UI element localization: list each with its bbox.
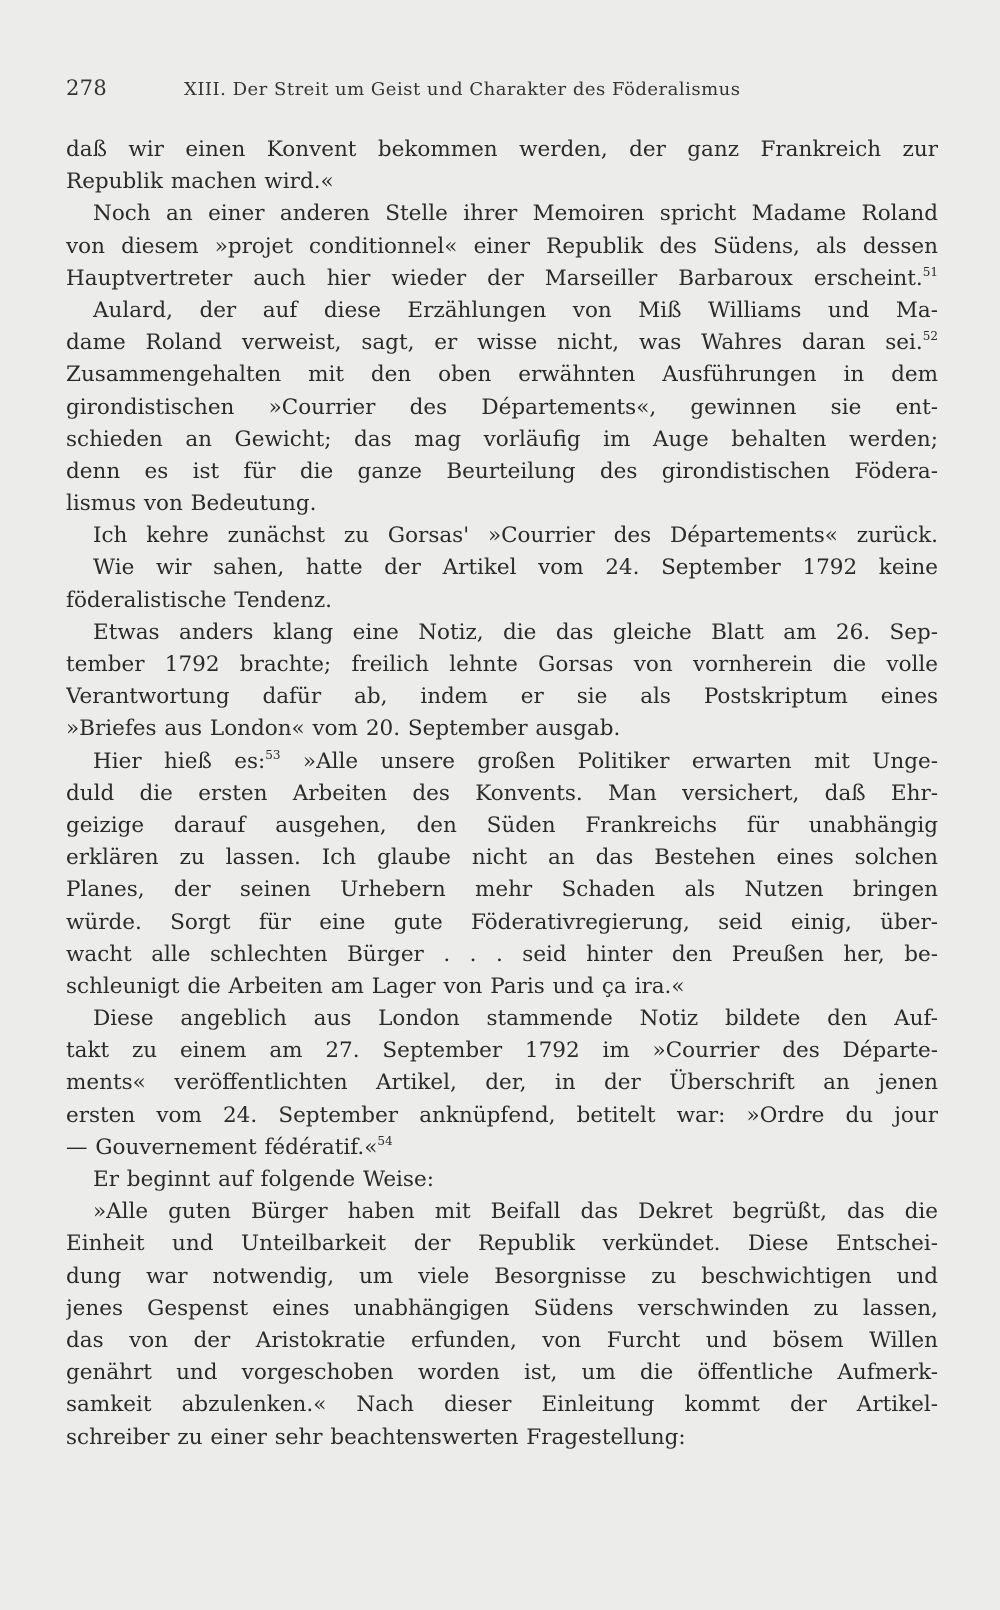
body-text xyxy=(66,134,938,1454)
line-text: »Briefes aus London« vom 20. September ausgab. xyxy=(66,716,621,742)
text-line xyxy=(66,1003,938,1035)
line-text: wacht alle schlechten Bürger . . . seid hinter den Preußen her, be- xyxy=(66,941,938,967)
line-text: tember 1792 brachte; freilich lehnte Gorsas von vornherein die volle xyxy=(66,652,938,677)
text-line xyxy=(66,939,938,971)
line-text: Verantwortung dafür ab, indem er sie als Postskriptum eines xyxy=(66,684,938,710)
text-line xyxy=(66,263,938,295)
text-line xyxy=(66,713,938,745)
text-line xyxy=(66,1261,938,1293)
text-line xyxy=(66,649,938,681)
text-line xyxy=(66,778,938,810)
line-text: Zusammengehalten mit den oben erwähnten Ausführungen in dem xyxy=(66,362,938,388)
footnote-marker: 51 xyxy=(922,264,938,279)
text-line xyxy=(66,231,938,263)
text-line xyxy=(66,1228,938,1260)
line-text: Hier hieß es: xyxy=(93,748,266,774)
text-line xyxy=(66,617,938,649)
text-line xyxy=(66,971,938,1003)
line-text: daß wir einen Konvent bekommen werden, der ganz Frankreich zur xyxy=(66,137,938,162)
text-line xyxy=(66,1196,938,1228)
line-text: dame Roland verweist, sagt, er wisse nicht, was Wahres daran sei. xyxy=(66,330,923,356)
line-text: würde. Sorgt für eine gute Föderativregierung, seid einig, über- xyxy=(66,909,938,935)
text-line xyxy=(66,1422,938,1454)
running-title: XIII. Der Streit um Geist und Charakter des Föderalismus xyxy=(184,79,741,100)
line-text: Noch an einer anderen Stelle ihrer Memoiren spricht Madame Roland xyxy=(93,201,938,227)
text-line xyxy=(66,1325,938,1357)
text-line xyxy=(66,166,938,198)
text-line xyxy=(66,488,938,520)
text-line xyxy=(66,1067,938,1099)
text-line xyxy=(66,1357,938,1389)
line-text: Hauptvertreter auch hier wieder der Marseiller Barbaroux erscheint. xyxy=(66,265,923,291)
book-page xyxy=(66,76,938,1454)
line-text: Aulard, der auf diese Erzählungen von Miß Williams und Ma- xyxy=(93,297,938,323)
line-text: erklären zu lassen. Ich glaube nicht an das Bestehen eines solchen xyxy=(66,845,938,871)
text-line xyxy=(66,552,938,584)
text-line xyxy=(66,1389,938,1421)
line-text: Diese angeblich aus London stammende Notiz bildete den Auf- xyxy=(93,1006,938,1032)
text-line xyxy=(66,1035,938,1067)
text-line xyxy=(66,134,938,166)
line-text: föderalistische Tendenz. xyxy=(66,587,333,613)
text-line xyxy=(66,746,938,778)
line-text: ersten vom 24. September anknüpfend, betitelt war: »Ordre du jour xyxy=(66,1102,938,1128)
running-header xyxy=(66,76,938,116)
text-line xyxy=(66,392,938,424)
line-text: takt zu einem am 27. September 1792 im »Courrier des Départe- xyxy=(66,1038,938,1064)
text-line xyxy=(66,810,938,842)
line-text: Einheit und Unteilbarkeit der Republik verkündet. Diese Entschei- xyxy=(66,1231,938,1257)
line-text: Republik machen wird.« xyxy=(66,169,334,195)
line-text: jenes Gespenst eines unabhängigen Südens verschwinden zu lassen, xyxy=(66,1295,938,1321)
text-line xyxy=(66,359,938,391)
page-number: 278 xyxy=(66,76,107,100)
line-text: von diesem »projet conditionnel« einer Republik des Südens, als dessen xyxy=(66,233,938,259)
text-line xyxy=(66,874,938,906)
line-text: girondistischen »Courrier des Départements«, gewinnen sie ent- xyxy=(66,394,938,420)
line-text: duld die ersten Arbeiten des Konvents. Man versichert, daß Ehr- xyxy=(66,780,938,806)
line-text: geizige darauf ausgehen, den Süden Frankreichs für unabhängig xyxy=(66,812,938,838)
line-text: »Alle guten Bürger haben mit Beifall das Dekret begrüßt, das die xyxy=(93,1199,938,1225)
footnote-marker: 53 xyxy=(265,747,281,762)
footnote-marker: 54 xyxy=(377,1133,393,1148)
text-line xyxy=(66,520,938,552)
text-line xyxy=(66,456,938,488)
line-text: schreiber zu einer sehr beachtenswerten Fragestellung: xyxy=(66,1424,686,1450)
text-line xyxy=(66,1132,938,1164)
line-text: denn es ist für die ganze Beurteilung des girondistischen Födera- xyxy=(66,458,938,484)
text-line xyxy=(66,1164,938,1196)
line-text: samkeit abzulenken.« Nach dieser Einleitung kommt der Artikel- xyxy=(66,1392,938,1418)
line-text: »Alle unsere großen Politiker erwarten mit Unge- xyxy=(280,748,938,774)
text-line xyxy=(66,1100,938,1132)
text-line xyxy=(66,424,938,456)
line-text: Etwas anders klang eine Notiz, die das gleiche Blatt am 26. Sep- xyxy=(93,619,938,645)
text-line xyxy=(66,198,938,230)
text-line xyxy=(66,295,938,327)
line-text: Ich kehre zunächst zu Gorsas' »Courrier des Départements« zurück. xyxy=(93,523,938,549)
line-text: Wie wir sahen, hatte der Artikel vom 24. September 1792 keine xyxy=(93,555,938,581)
footnote-marker: 52 xyxy=(922,329,938,344)
text-line xyxy=(66,681,938,713)
text-line xyxy=(66,585,938,617)
line-text: lismus von Bedeutung. xyxy=(66,491,317,517)
line-text: schleunigt die Arbeiten am Lager von Paris und ça ira.« xyxy=(66,973,685,999)
text-line xyxy=(66,842,938,874)
text-line xyxy=(66,907,938,939)
line-text: — Gouvernement fédératif.« xyxy=(66,1134,378,1160)
line-text: das von der Aristokratie erfunden, von Furcht und bösem Willen xyxy=(66,1327,938,1353)
line-text: Planes, der seinen Urhebern mehr Schaden als Nutzen bringen xyxy=(66,877,938,903)
text-line xyxy=(66,327,938,359)
line-text: genährt und vorgeschoben worden ist, um die öffentliche Aufmerk- xyxy=(66,1360,938,1386)
line-text: schieden an Gewicht; das mag vorläufig im Auge behalten werden; xyxy=(66,426,938,452)
text-line xyxy=(66,1293,938,1325)
line-text: ments« veröffentlichten Artikel, der, in der Überschrift an jenen xyxy=(66,1070,938,1096)
line-text: Er beginnt auf folgende Weise: xyxy=(93,1167,434,1192)
line-text: dung war notwendig, um viele Besorgnisse zu beschwichtigen und xyxy=(66,1263,938,1289)
